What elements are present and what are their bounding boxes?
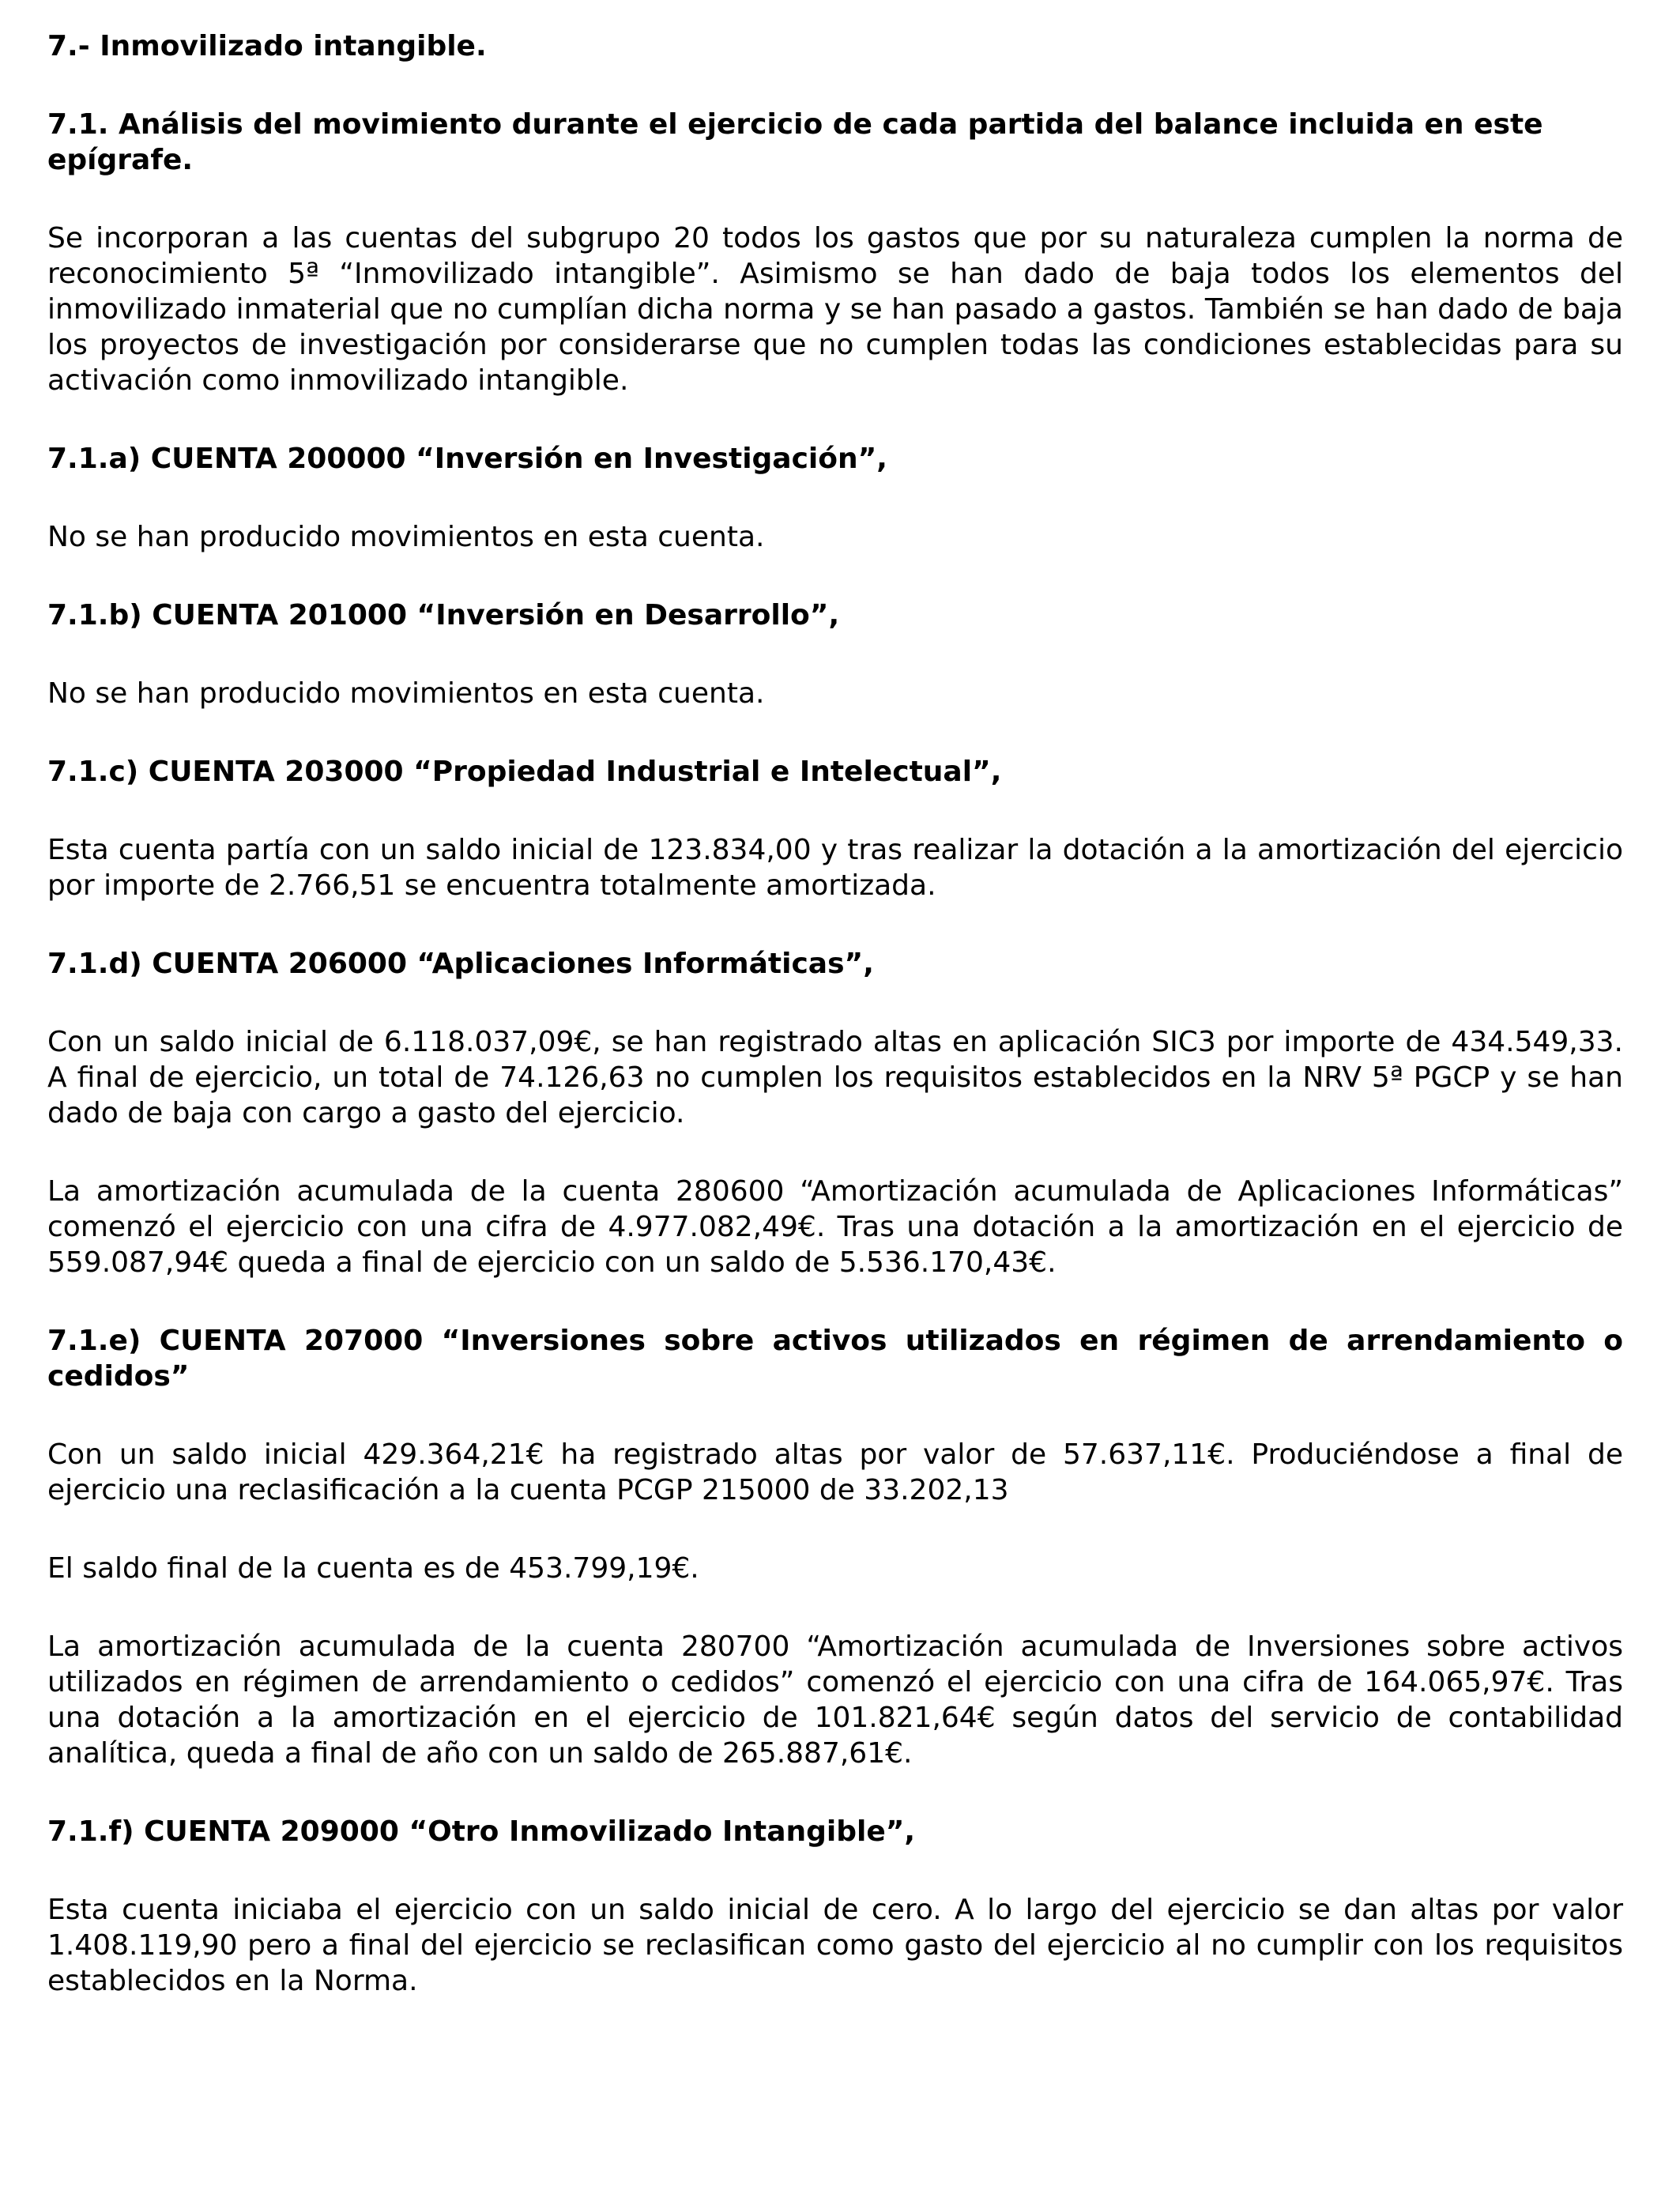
subsection-e-text-3: La amortización acumulada de la cuenta 280700 “Amortización acumulada de Inversiones sobre activos utilizados en régimen de arrendamiento o cedidos” comenzó el ejercicio con una cifra de 164.065,97€. Tras una dotación a la amortización en el ejercicio de 101.821,64€ según datos del servicio de contabilidad analítica, queda a final de año con un saldo de 265.887,61€. [47, 1630, 1623, 1770]
section-7-1-intro: Se incorporan a las cuentas del subgrupo 20 todos los gastos que por su naturaleza cumplen la norma de reconocimiento 5ª “Inmovilizado intangible”. Asimismo se han dado de baja todos los elementos del inmovilizado inmaterial que no cumplían dicha norma y se han pasado a gastos. También se han dado de baja los proyectos de investigación por considerarse que no cumplen todas las condiciones establecidas para su activación como inmovilizado intangible. [47, 222, 1623, 397]
subsection-d-text-1: Con un saldo inicial de 6.118.037,09€, se han registrado altas en aplicación SIC3 por importe de 434.549,33. A final de ejercicio, un total de 74.126,63 no cumplen los requisitos establecidos en la NRV 5ª PGCP y se han dado de baja con cargo a gasto del ejercicio. [47, 1026, 1623, 1129]
subsection-e-text-1: Con un saldo inicial 429.364,21€ ha registrado altas por valor de 57.637,11€. Produciéndose a final de ejercicio una reclasificación a la cuenta PCGP 215000 de 33.202,13 [47, 1438, 1623, 1506]
subsection-b-text: No se han producido movimientos en esta cuenta. [47, 677, 765, 710]
document-page [47, 28, 1623, 1999]
subsection-d-text-2: La amortización acumulada de la cuenta 280600 “Amortización acumulada de Aplicaciones Informáticas” comenzó el ejercicio con una cifra de 4.977.082,49€. Tras una dotación a la amortización en el ejercicio de 559.087,94€ queda a final de ejercicio con un saldo de 5.536.170,43€. [47, 1175, 1623, 1279]
section-title: 7.- Inmovilizado intangible. [47, 30, 487, 62]
subsection-c-heading: 7.1.c) CUENTA 203000 “Propiedad Industrial e Intelectual”, [47, 756, 1002, 788]
subsection-f-heading: 7.1.f) CUENTA 209000 “Otro Inmovilizado Intangible”, [47, 1815, 916, 1848]
subsection-f-text: Esta cuenta iniciaba el ejercicio con un saldo inicial de cero. A lo largo del ejercicio se dan altas por valor 1.408.119,90 pero a final del ejercicio se reclasifican como gasto del ejercicio al no cumplir con los requisitos establecidos en la Norma. [47, 1894, 1623, 1997]
subsection-e-heading: 7.1.e) CUENTA 207000 “Inversiones sobre activos utilizados en régimen de arrendamiento o cedidos” [47, 1325, 1623, 1393]
subsection-e-text-2: El saldo final de la cuenta es de 453.799,19€. [47, 1552, 699, 1585]
section-7-1-heading: 7.1. Análisis del movimiento durante el ejercicio de cada partida del balance incluida en este epígrafe. [47, 108, 1543, 176]
subsection-b-heading: 7.1.b) CUENTA 201000 “Inversión en Desarrollo”, [47, 599, 840, 631]
subsection-a-heading: 7.1.a) CUENTA 200000 “Inversión en Investigación”, [47, 443, 887, 475]
subsection-a-text: No se han producido movimientos en esta cuenta. [47, 521, 765, 553]
subsection-d-heading: 7.1.d) CUENTA 206000 “Aplicaciones Informáticas”, [47, 948, 874, 980]
subsection-c-text: Esta cuenta partía con un saldo inicial de 123.834,00 y tras realizar la dotación a la amortización del ejercicio por importe de 2.766,51 se encuentra totalmente amortizada. [47, 834, 1623, 902]
